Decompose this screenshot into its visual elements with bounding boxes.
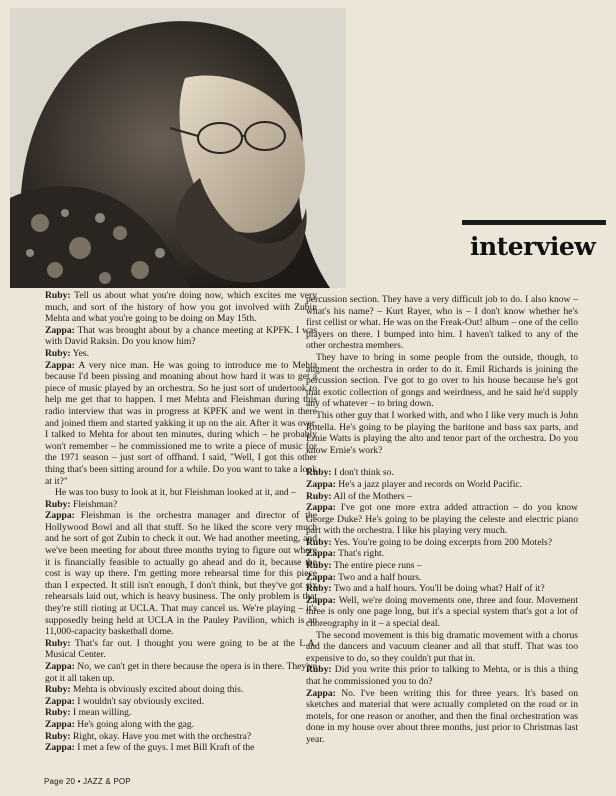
- speaker-label: Ruby:: [306, 536, 332, 548]
- portrait-illustration: [10, 8, 346, 288]
- paragraph-gap: [306, 456, 578, 467]
- interview-paragraph: [45, 325, 317, 348]
- paragraph-text: They have to bring in some people from the outside, though, to augment the orchestra in order to do it. Emil Richards is joining the percussion section. I've got to go over to his house because he's got that exotic collection of gongs and weirdness, and he said he'd supply any of whatever – to bring down.: [306, 351, 578, 410]
- interview-paragraph: [306, 583, 578, 595]
- paragraph-text: Fleishman is the orchestra manager and director of the Hollywood Bowl and all that stuff. So he liked the score very much and he sort of got Zubin to check it out. We had another meeting, and we've been meeting for about three months trying to figure out where it is financially feasible to actually go ahead and do it, because the cost is way up there. I'm getting more rehearsal time for this piece than I expected. It still isn't enough, I don't think, but they've got six rehearsals laid out, which is heavy business. The only problem is that they're still rioting at UCLA. That may cancel us. We're playing – it's supposedly being held at UCLA in the Pauley Pavilion, which is an 11,000-capacity basketball dome.: [45, 510, 318, 638]
- speaker-label: Zappa:: [45, 510, 75, 522]
- speaker-label: Ruby:: [45, 730, 71, 742]
- interview-paragraph: [45, 510, 317, 638]
- interview-paragraph: [45, 348, 317, 360]
- speaker-label: Zappa:: [306, 687, 336, 699]
- paragraph-text: That's right.: [338, 548, 385, 560]
- paragraph-text: Well, we're doing movements one, three and four. Movement three is only one page long, but it's a special system that's got a lot of choreography in it – a special deal.: [306, 594, 579, 630]
- paragraph-text: Mehta is obviously excited about doing this.: [73, 684, 244, 696]
- right-column: [306, 294, 578, 746]
- left-column: [45, 290, 317, 754]
- portrait-photo: [10, 8, 346, 288]
- interview-paragraph: [306, 595, 578, 630]
- paragraph-text: Right, okay. Have you met with the orchestra?: [73, 730, 252, 742]
- interview-paragraph: [306, 479, 578, 491]
- interview-paragraph: [45, 290, 317, 325]
- paragraph-text: I met a few of the guys. I met Bill Kraft of the: [77, 742, 255, 754]
- speaker-label: Ruby:: [45, 707, 71, 719]
- paragraph-text: He's a jazz player and records on World Pacific.: [338, 478, 523, 490]
- paragraph-text: Fleishman?: [73, 498, 118, 510]
- paragraph-text: The second movement is this big dramatic movement with a chorus and the dancers and vacuum cleaner and all that stuff. That was too expensive to do, so they couldn't put that in.: [306, 629, 578, 664]
- speaker-label: Zappa:: [306, 478, 336, 490]
- speaker-label: Zappa:: [306, 548, 336, 560]
- paragraph-text: Yes.: [72, 347, 89, 359]
- paragraph-text: He's going along with the gag.: [77, 718, 195, 730]
- paragraph-text: I don't think so.: [334, 467, 394, 479]
- section-heading: interview: [470, 232, 596, 261]
- speaker-label: Zappa:: [45, 661, 75, 672]
- interview-paragraph: [45, 707, 317, 719]
- speaker-label: Ruby:: [45, 637, 71, 649]
- paragraph-text: A very nice man. He was going to introduce me to Mehta because I'd been pissing and moaning about how hard it was to get a piece of music played by an orchestra. So he just sort of undertook to help me get that to happen. I met Mehta and Fleishman during this radio interview that was in progress at KPFK and we went in there and joined them and started yakking it up on the air. After it was over, I talked to Mehta for about ten minutes, during which – he probably won't remember – he commissioned me to write a piece of music for the 1971 season – just sort of offhand. I said, "Well, I got this other thing that's been sitting around for a while. Do you want to take a look at it?": [45, 359, 317, 487]
- speaker-label: Ruby:: [306, 560, 332, 572]
- interview-paragraph: [45, 499, 317, 511]
- speaker-label: Ruby:: [306, 467, 332, 479]
- speaker-label: Zappa:: [306, 502, 336, 514]
- paragraph-text: No. I've been writing this for three years. It's based on sketches and material that were actually completed on the road or in motels, for one reason or another, and then the final orchestration was done in my house over about three months, just prior to Christmas last year.: [306, 687, 578, 745]
- speaker-label: Ruby:: [306, 490, 332, 502]
- paragraph-text: No, we can't get in there because the opera is in there. They've got it all taken up.: [45, 661, 317, 684]
- interview-paragraph: [306, 664, 578, 687]
- interview-paragraph: [306, 630, 578, 665]
- interview-paragraph: [306, 502, 578, 537]
- paragraph-text: I wouldn't say obviously excited.: [77, 695, 204, 707]
- speaker-label: Zappa:: [306, 594, 336, 606]
- speaker-label: Zappa:: [45, 718, 75, 730]
- interview-paragraph: [45, 661, 317, 684]
- paragraph-text: I've got one more extra added attraction – do you know George Duke? He's going to be playing the celeste and electric piano part with the orchestra. I like his playing very much.: [306, 502, 578, 537]
- paragraph-text: The entire piece runs –: [333, 560, 422, 572]
- speaker-label: Zappa:: [306, 571, 336, 583]
- paragraph-text: Yes. You're going to be doing excerpts from 200 Motels?: [333, 536, 553, 548]
- interview-paragraph: [45, 731, 317, 743]
- interview-paragraph: [306, 352, 578, 410]
- interview-paragraph: [45, 487, 317, 499]
- interview-paragraph: [306, 688, 578, 746]
- paragraph-text: That was brought about by a chance meeting at KPFK. I was with David Raksin. Do you know him?: [45, 324, 318, 348]
- paragraph-text: He was too busy to look at it, but Fleishman looked at it, and –: [55, 487, 296, 499]
- paragraph-text: Two and a half hours. You'll be doing what? Half of it?: [333, 583, 545, 595]
- interview-paragraph: [45, 719, 317, 731]
- interview-paragraph: [45, 696, 317, 708]
- paragraph-text: This other guy that I worked with, and who I like very much is John Rotella. He's going to be playing the baritone and bass sax parts, and Ernie Watts is playing the alto and tenor part of the orchestra. Do you know Ernie's work?: [306, 409, 578, 456]
- speaker-label: Ruby:: [45, 684, 71, 696]
- speaker-label: Ruby:: [45, 347, 71, 359]
- interview-paragraph: [45, 742, 317, 754]
- speaker-label: Zappa:: [45, 695, 75, 707]
- paragraph-text: percussion section. They have a very difficult job to do. I also know – what's his name? – Kurt Rayer, who is – I don't know whether he's first cellist or what. He was on the Freak-Out! album – one of the cello players on there. I bumped into him. I haven't talked to any of the other orchestra members.: [306, 294, 579, 352]
- speaker-label: Ruby:: [45, 290, 71, 301]
- speaker-label: Zappa:: [45, 359, 75, 371]
- interview-paragraph: [45, 638, 317, 661]
- paragraph-text: Tell us about what you're doing now, which excites me very much, and sort of the history of how you got involved with Zubin Mehta and what you're going to be doing on May 15th.: [45, 290, 317, 325]
- page-footer: Page 20 • JAZZ & POP: [44, 777, 131, 786]
- paragraph-text: I mean willing.: [73, 707, 132, 719]
- interview-paragraph: [306, 548, 578, 560]
- speaker-label: Ruby:: [45, 498, 71, 510]
- interview-paragraph: [306, 572, 578, 584]
- heading-rule: [462, 220, 606, 225]
- interview-paragraph: [45, 360, 317, 488]
- speaker-label: Zappa:: [45, 324, 75, 336]
- interview-paragraph: [306, 467, 578, 479]
- interview-paragraph: [306, 537, 578, 549]
- interview-paragraph: [306, 410, 578, 456]
- paragraph-text: Two and a half hours.: [338, 571, 422, 583]
- interview-paragraph: [306, 491, 578, 503]
- interview-paragraph: [306, 294, 578, 352]
- paragraph-text: Did you write this prior to talking to Mehta, or is this a thing that he commissioned you to do?: [306, 664, 578, 687]
- speaker-label: Zappa:: [45, 742, 75, 754]
- interview-paragraph: [45, 684, 317, 696]
- speaker-label: Ruby:: [306, 664, 332, 676]
- paragraph-text: All of the Mothers –: [333, 490, 412, 502]
- speaker-label: Ruby:: [306, 583, 332, 595]
- paragraph-text: That's far out. I thought you were going to be at the L.A. Musical Center.: [45, 637, 317, 661]
- interview-paragraph: [306, 560, 578, 572]
